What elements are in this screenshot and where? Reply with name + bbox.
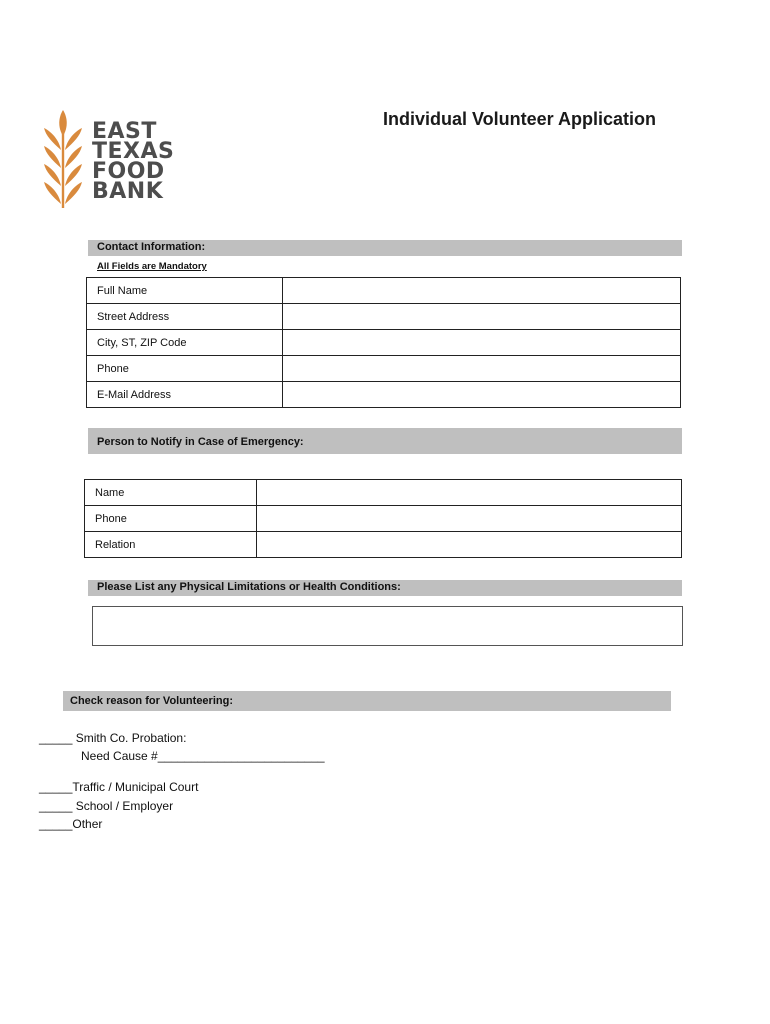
row-label: Street Address: [87, 304, 283, 330]
probation-option[interactable]: _____ Smith Co. Probation:: [39, 731, 187, 745]
table-row: [85, 480, 682, 506]
row-label: City, ST, ZIP Code: [87, 330, 283, 356]
row-label: Name: [85, 480, 257, 506]
mandatory-note: All Fields are Mandatory: [97, 261, 207, 272]
table-row: [87, 278, 681, 304]
row-label: Phone: [87, 356, 283, 382]
street-address-field[interactable]: [283, 304, 681, 330]
table-row: [85, 532, 682, 558]
city-state-zip-field[interactable]: [283, 330, 681, 356]
emergency-table: [84, 479, 682, 558]
east-texas-food-bank-logo: [40, 110, 190, 210]
row-label: Full Name: [87, 278, 283, 304]
traffic-court-option[interactable]: _____Traffic / Municipal Court: [39, 780, 199, 794]
reason-section-header: Check reason for Volunteering:: [63, 691, 671, 711]
emergency-relation-field[interactable]: [257, 532, 682, 558]
row-label: Relation: [85, 532, 257, 558]
health-conditions-textarea[interactable]: [92, 606, 683, 646]
table-row: [85, 506, 682, 532]
full-name-field[interactable]: [283, 278, 681, 304]
emergency-phone-field[interactable]: [257, 506, 682, 532]
contact-section-header: Contact Information:: [88, 240, 682, 256]
table-row: [87, 304, 681, 330]
wheat-icon: [40, 110, 86, 210]
page-title: Individual Volunteer Application: [383, 109, 657, 129]
row-label: Phone: [85, 506, 257, 532]
emergency-section-header: Person to Notify in Case of Emergency:: [88, 428, 682, 454]
health-section-header: Please List any Physical Limitations or Health Conditions:: [88, 580, 682, 596]
cause-number-line[interactable]: Need Cause #_________________________: [81, 749, 325, 763]
table-row: [87, 382, 681, 408]
logo-wordmark: EAST TEXAS FOOD BANK: [92, 119, 175, 204]
school-employer-option[interactable]: _____ School / Employer: [39, 799, 174, 813]
phone-field[interactable]: [283, 356, 681, 382]
email-field[interactable]: [283, 382, 681, 408]
row-label: E-Mail Address: [87, 382, 283, 408]
other-option[interactable]: _____Other: [39, 817, 103, 831]
table-row: [87, 356, 681, 382]
emergency-name-field[interactable]: [257, 480, 682, 506]
contact-table: [86, 277, 681, 408]
table-row: [87, 330, 681, 356]
